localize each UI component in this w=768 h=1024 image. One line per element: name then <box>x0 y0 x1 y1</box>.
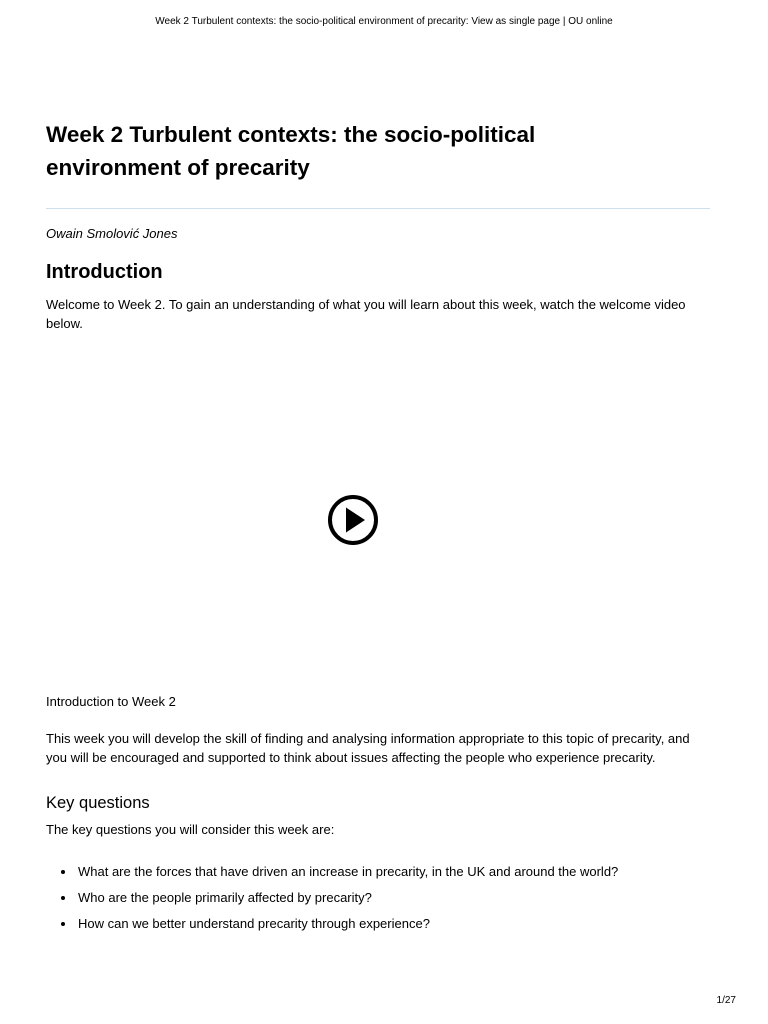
list-item <box>46 915 710 941</box>
intro-paragraph: Welcome to Week 2. To gain an understanding of what you will learn about this week, watch the welcome video below. <box>46 297 686 331</box>
title-divider <box>46 208 710 209</box>
page-number: 1/27 <box>716 995 736 1006</box>
question-text: Who are the people primarily affected by precarity? <box>78 890 372 905</box>
page-title: Week 2 Turbulent contexts: the socio-political environment of precarity <box>46 122 536 180</box>
key-questions-heading: Key questions <box>46 794 150 812</box>
bullet-icon <box>61 870 65 874</box>
key-questions-intro: The key questions you will consider this week are: <box>46 822 335 837</box>
question-text: What are the forces that have driven an increase in precarity, in the UK and around the world? <box>78 864 619 879</box>
author-name: Owain Smolović Jones <box>46 226 178 241</box>
list-item <box>46 889 710 915</box>
week-overview-paragraph: This week you will develop the skill of finding and analysing information appropriate to this topic of precarity, and you will be encouraged and supported to think about issues affecting the people who experience precarity. <box>46 731 690 765</box>
play-circle-icon[interactable] <box>327 494 379 546</box>
list-item <box>46 863 710 889</box>
bullet-icon <box>61 896 65 900</box>
print-header-title: Week 2 Turbulent contexts: the socio-political environment of precarity: View as single page | OU online <box>155 16 613 27</box>
welcome-video-player[interactable] <box>46 340 710 680</box>
question-text: How can we better understand precarity through experience? <box>78 916 430 931</box>
key-questions-list <box>46 863 710 941</box>
video-caption: Introduction to Week 2 <box>46 694 176 709</box>
section-heading-introduction: Introduction <box>46 261 163 283</box>
bullet-icon <box>61 922 65 926</box>
